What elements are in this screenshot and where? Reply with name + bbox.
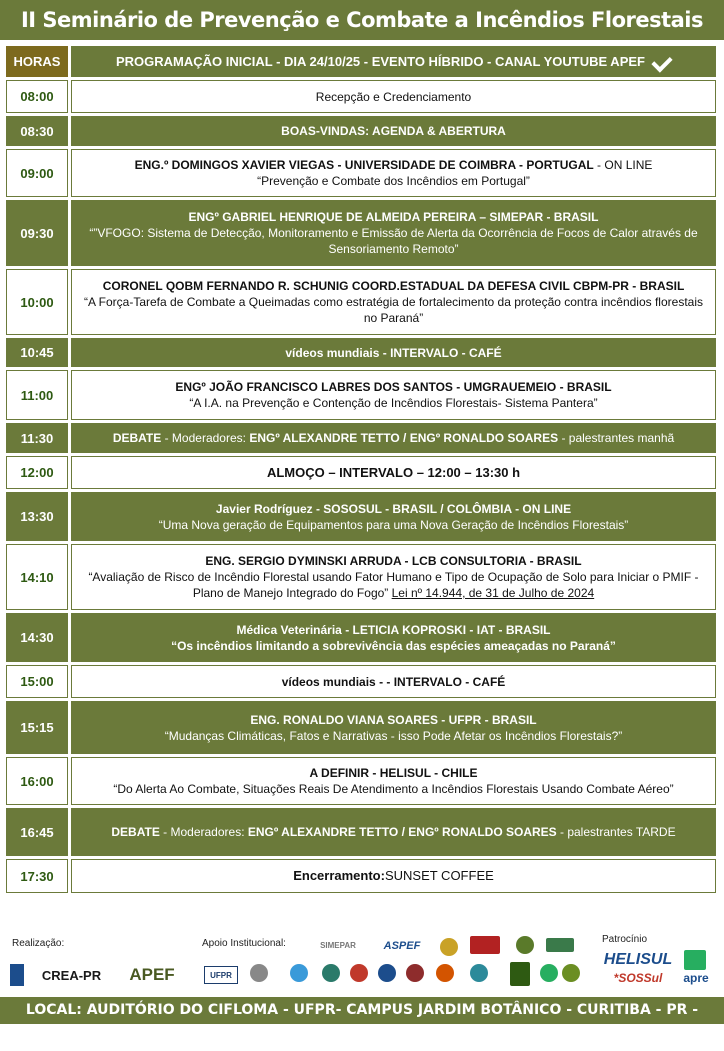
- sossul-logo: *SOSSul: [613, 971, 663, 985]
- debate-label: DEBATE: [111, 825, 160, 839]
- row-time: 10:00: [6, 269, 68, 335]
- row-content: [71, 701, 716, 754]
- row-subtitle: “A Força-Tarefa de Combate a Queimadas como estratégia de fortalecimento da proteção contra incêndios florestais no Paraná”: [84, 295, 703, 325]
- row-title: ENG. RONALDO VIANA SOARES - UFPR - BRASIL: [250, 712, 537, 727]
- location-bar: LOCAL: AUDITÓRIO DO CIFLOMA - UFPR- CAMPUS JARDIM BOTÂNICO - CURITIBA - PR - BRASIL: [0, 997, 724, 1024]
- moderators-names: ENGº ALEXANDRE TETTO / ENGº RONALDO SOARES: [247, 825, 557, 839]
- row-content: [71, 492, 716, 541]
- row-time: 11:00: [6, 370, 68, 420]
- row-time: 09:00: [6, 149, 68, 197]
- row-time: 14:10: [6, 544, 68, 610]
- hours-header: HORAS: [6, 46, 68, 77]
- crea-pr-logo: CREA-PR: [10, 964, 119, 986]
- row-time: 17:30: [6, 859, 68, 893]
- row-subtitle: “Uma Nova geração de Equipamentos para uma Nova Geração de Incêndios Florestais”: [158, 517, 629, 532]
- row-content: [71, 80, 716, 113]
- program-header: [71, 46, 716, 77]
- row-subtitle: “A I.A. na Prevenção e Contenção de Incêndios Florestais- Sistema Pantera”: [189, 396, 598, 410]
- simepar-logo: SIMEPAR: [320, 940, 356, 950]
- anpef-logo-icon: [516, 936, 534, 954]
- row-subtitle: “Prevenção e Combate dos Incêndios em Portugal”: [257, 174, 530, 188]
- row-content: [71, 149, 716, 197]
- row-title-suffix: - ON LINE: [593, 158, 653, 172]
- sponsors-footer: [0, 924, 724, 996]
- patrocinio-label: Patrocínio: [602, 934, 648, 945]
- 15c-logo-icon: [322, 964, 340, 982]
- green-seal-icon: [540, 964, 558, 982]
- tree-logo-icon: [510, 962, 530, 986]
- law-reference: Lei nº 14.944, de 31 de Julho de 2024: [391, 586, 595, 600]
- row-time: 11:30: [6, 423, 68, 453]
- row-content: [71, 665, 716, 698]
- firefighters-badge-icon: [378, 964, 396, 982]
- schedule-row: [6, 544, 716, 610]
- schedule-table: [6, 46, 716, 896]
- schedule-row: [6, 116, 716, 146]
- moderators-suffix: - palestrantes TARDE: [556, 825, 676, 839]
- schedule-header: [6, 46, 716, 77]
- schedule-row: [6, 613, 716, 662]
- row-content: [71, 269, 716, 335]
- row-time: 15:00: [6, 665, 68, 698]
- schedule-row: [6, 338, 716, 367]
- row-subtitle: “Os incêndios limitando a sobrevivência das espécies ameaçadas no Paraná”: [171, 638, 616, 653]
- row-title: vídeos mundiais - - INTERVALO - CAFÉ: [281, 674, 506, 689]
- row-title: vídeos mundiais - INTERVALO - CAFÉ: [285, 345, 502, 360]
- um-logo-icon: [290, 964, 308, 982]
- row-time: 14:30: [6, 613, 68, 662]
- schedule-row: [6, 665, 716, 698]
- row-time: 16:45: [6, 808, 68, 856]
- apoio-label: Apoio Institucional:: [202, 938, 286, 949]
- moderators-label: - Moderadores:: [161, 431, 250, 445]
- debate-label: DEBATE: [112, 431, 162, 445]
- closing-label: Encerramento:: [293, 868, 385, 883]
- row-content: [71, 859, 716, 893]
- row-title: ENGº JOÃO FRANCISCO LABRES DOS SANTOS - UMGRAUEMEIO - BRASIL: [175, 380, 612, 394]
- apre-leaf-icon: [684, 950, 706, 970]
- row-title: Médica Veterinária - LETICIA KOPROSKI - IAT - BRASIL: [236, 622, 551, 637]
- apre-logo: apre: [683, 971, 709, 985]
- schedule-row: [6, 701, 716, 754]
- seal-icon: [440, 938, 458, 956]
- row-content: [71, 116, 716, 146]
- leaf-seal-icon: [562, 964, 580, 982]
- agua-terra-logo-icon: [470, 964, 488, 982]
- row-content: [71, 613, 716, 662]
- row-title: BOAS-VINDAS: AGENDA & ABERTURA: [281, 124, 506, 138]
- row-time: 16:00: [6, 757, 68, 805]
- schedule-row: [6, 149, 716, 197]
- row-title: ENG.º DOMINGOS XAVIER VIEGAS - UNIVERSIDADE DE COIMBRA - PORTUGAL: [134, 158, 594, 172]
- row-content: [71, 338, 716, 367]
- ufpr-logo: UFPR: [204, 966, 238, 984]
- row-content: [71, 370, 716, 420]
- row-content: [71, 757, 716, 805]
- moderators-names: ENGº ALEXANDRE TETTO / ENGº RONALDO SOARES: [249, 431, 559, 445]
- schedule-row: [6, 859, 716, 893]
- moderators-suffix: - palestrantes manhã: [558, 431, 675, 445]
- row-time: 08:00: [6, 80, 68, 113]
- row-title: A DEFINIR - HELISUL - CHILE: [309, 766, 478, 780]
- row-title: Recepção e Credenciamento: [315, 89, 472, 104]
- apef-logo: APEF: [129, 965, 175, 984]
- schedule-row: [6, 808, 716, 856]
- row-content: [71, 456, 716, 489]
- university-seal-icon: [250, 964, 268, 982]
- helisul-logo: HELISUL: [603, 951, 673, 968]
- row-subtitle: “Do Alerta Ao Combate, Situações Reais De Atendimento a Incêndios Florestais Usando Combate Aéreo”: [113, 782, 674, 796]
- row-time: 09:30: [6, 200, 68, 266]
- row-content: [71, 200, 716, 266]
- brigade-badge-icon: [350, 964, 368, 982]
- row-time: 10:45: [6, 338, 68, 367]
- closing-text: SUNSET COFFEE: [384, 868, 494, 883]
- row-time: 15:15: [6, 701, 68, 754]
- schedule-row: [6, 370, 716, 420]
- row-content: [71, 423, 716, 453]
- page-title: II Seminário de Prevenção e Combate a Incêndios Florestais: [0, 0, 724, 40]
- row-time: 12:00: [6, 456, 68, 489]
- row-title: ALMOÇO – INTERVALO – 12:00 – 13:30 h: [266, 464, 521, 480]
- aspef-logo: ASPEF: [383, 940, 421, 952]
- row-title: ENG. SERGIO DYMINSKI ARRUDA - LCB CONSULTORIA - BRASIL: [205, 554, 582, 568]
- schedule-row: [6, 492, 716, 541]
- row-time: 13:30: [6, 492, 68, 541]
- program-header-text: PROGRAMAÇÃO INICIAL - DIA 24/10/25 - EVENTO HÍBRIDO - CANAL YOUTUBE APEF: [116, 53, 645, 69]
- moderators-label: - Moderadores:: [159, 825, 248, 839]
- aefos-logo-icon: [546, 938, 574, 952]
- schedule-row: [6, 757, 716, 805]
- row-title: Javier Rodríguez - SOSOSUL - BRASIL / COLÔMBIA - ON LINE: [215, 501, 572, 516]
- row-time: 08:30: [6, 116, 68, 146]
- schedule-row: [6, 423, 716, 453]
- schedule-row: [6, 269, 716, 335]
- row-subtitle: “Mudanças Climáticas, Fatos e Narrativas - isso Pode Afetar os Incêndios Florestais?”: [164, 728, 623, 743]
- row-subtitle: “Avaliação de Risco de Incêndio Florestal usando Fator Humano e Tipo de Ocupação de Solo para Iniciar o PMIF - Plano de Manejo Integrado do Fogo”: [88, 570, 699, 600]
- civil-defense-badge-icon: [406, 964, 424, 982]
- checkmark-icon: [651, 51, 672, 72]
- row-subtitle: “”VFOGO: Sistema de Detecção, Monitoramento e Emissão de Alerta da Ocorrência de Focos de Calor através de Sensoriamento Remoto”: [89, 226, 698, 256]
- schedule-row: [6, 200, 716, 266]
- row-title: ENGº GABRIEL HENRIQUE DE ALMEIDA PEREIRA – SIMEPAR - BRASIL: [188, 210, 599, 224]
- iat-badge-icon: [436, 964, 454, 982]
- row-content: [71, 544, 716, 610]
- row-title: CORONEL QOBM FERNANDO R. SCHUNIG COORD.ESTADUAL DA DEFESA CIVIL CBPM-PR - BRASIL: [102, 279, 685, 293]
- fire-logo-icon: [470, 936, 500, 954]
- row-content: [71, 808, 716, 856]
- schedule-row: [6, 80, 716, 113]
- schedule-row: [6, 456, 716, 489]
- realizacao-label: Realização:: [12, 938, 65, 949]
